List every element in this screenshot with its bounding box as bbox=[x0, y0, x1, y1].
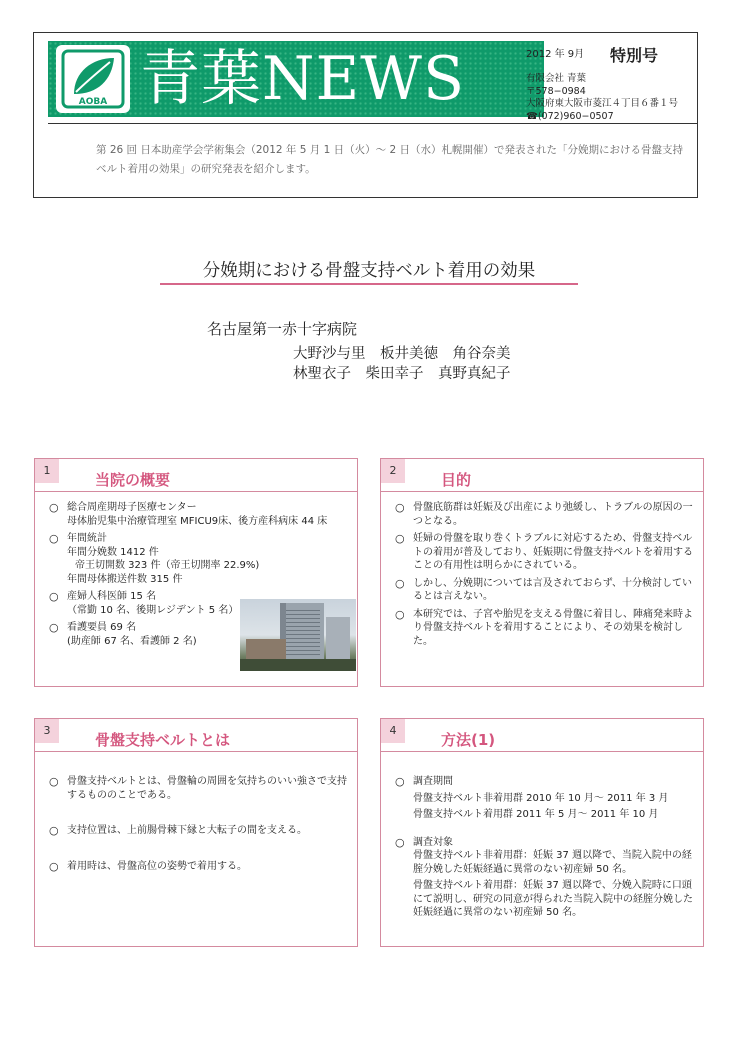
intro-text: 第 26 回 日本助産学会学術集会（2012 年 5 月 1 日（火）〜 2 日（水）札幌開催）で発表された「分娩期における骨盤支持ベルト着用の効果」の研究発表を紹介します。 bbox=[96, 144, 683, 175]
section-belt-definition bbox=[34, 718, 358, 947]
item-line: 看護要員 69 名 bbox=[67, 622, 137, 633]
section-number: 4 bbox=[381, 719, 405, 743]
postal-code: 〒578−0984 bbox=[526, 85, 586, 97]
item-text: 骨盤支持ベルトとは、骨盤輪の周囲を気持ちのいい強さで支持するもののことである。 bbox=[67, 776, 347, 801]
section-divider bbox=[381, 491, 703, 492]
special-issue-label: 特別号 bbox=[610, 46, 659, 65]
item-text: 骨盤底筋群は妊娠及び出産により弛緩し、トラブルの原因の一つとなる。 bbox=[413, 502, 693, 527]
item-line: 骨盤支持ベルト着用群 2011 年 5 月〜 2011 年 10 月 bbox=[413, 809, 659, 820]
item-text: 妊婦の骨盤を取り巻くトラブルに対応するため、骨盤支持ベルトの着用が普及しており、妊娠期に骨盤支持ベルトを着用することの有用性は明らかにされている。 bbox=[413, 533, 693, 571]
list-item bbox=[395, 532, 693, 573]
section-body bbox=[49, 775, 347, 877]
aoba-logo bbox=[56, 45, 130, 113]
list-item bbox=[395, 608, 693, 649]
section-number: 2 bbox=[381, 459, 405, 483]
bullet-circle-icon: ○ bbox=[395, 835, 405, 849]
svg-text:AOBA: AOBA bbox=[78, 97, 108, 107]
company-info bbox=[526, 73, 678, 123]
company-name: 有限会社 青葉 bbox=[526, 73, 587, 84]
bullet-circle-icon: ○ bbox=[49, 824, 59, 837]
item-text: 本研究では、子宮や胎児を支える骨盤に着目し、陣痛発来時より骨盤支持ベルトを着用することにより、その効果を検討した。 bbox=[413, 608, 693, 647]
item-line: 産婦人科医師 15 名 bbox=[67, 591, 157, 602]
list-item bbox=[395, 577, 693, 604]
item-heading: 調査対象 bbox=[413, 836, 453, 848]
building-shape bbox=[326, 617, 350, 659]
item-text: 支持位置は、上前腸骨棘下縁と大転子の間を支える。 bbox=[67, 825, 307, 836]
item-line: 帝王切開数 323 件（帝王切開率 22.9%) bbox=[75, 560, 260, 571]
section-body bbox=[395, 775, 693, 924]
item-line: 年間母体搬送件数 315 件 bbox=[67, 573, 183, 585]
list-item bbox=[49, 532, 347, 586]
item-heading: 調査期間 bbox=[413, 776, 453, 787]
bullet-circle-icon: ○ bbox=[49, 590, 59, 603]
section-title: 方法(1) bbox=[441, 731, 496, 749]
bullet-circle-icon: ○ bbox=[395, 501, 405, 514]
hospital-name: 名古屋第一赤十字病院 bbox=[207, 320, 358, 338]
item-text: 着用時は、骨盤高位の姿勢で着用する。 bbox=[67, 860, 247, 872]
list-item bbox=[395, 775, 693, 822]
list-item bbox=[49, 501, 347, 528]
bullet-circle-icon: ○ bbox=[395, 607, 405, 621]
masthead-title: 青葉NEWS bbox=[140, 44, 466, 114]
item-text: しかし、分娩期については言及されておらず、十分検討しているとは言えない。 bbox=[413, 577, 692, 602]
company-phone: ☎(072)960−0507 bbox=[526, 110, 614, 122]
section-divider bbox=[35, 751, 357, 752]
section-method bbox=[380, 718, 704, 947]
title-underline bbox=[160, 283, 578, 285]
bullet-circle-icon: ○ bbox=[395, 532, 405, 545]
item-line: 年間分娩数 1412 件 bbox=[67, 546, 159, 558]
item-line: 年間統計 bbox=[67, 533, 107, 544]
section-title: 目的 bbox=[441, 471, 472, 489]
header-divider bbox=[48, 123, 697, 124]
hospital-photo bbox=[240, 599, 356, 671]
section-title: 当院の概要 bbox=[95, 471, 171, 489]
authors-line: 大野沙与里 板井美徳 角谷奈美 bbox=[293, 346, 511, 362]
list-item bbox=[49, 824, 347, 838]
bullet-circle-icon: ○ bbox=[49, 532, 59, 545]
item-line: (助産師 67 名、看護師 2 名) bbox=[67, 635, 197, 647]
section-overview bbox=[34, 458, 358, 687]
bullet-circle-icon: ○ bbox=[49, 501, 59, 514]
article-title: 分娩期における骨盤支持ベルト着用の効果 bbox=[202, 261, 536, 281]
masthead-banner bbox=[48, 41, 544, 117]
item-line: 母体胎児集中治療管理室 MFICU9床、後方産科病床 44 床 bbox=[67, 515, 328, 527]
section-divider bbox=[35, 491, 357, 492]
company-address: 大阪府東大阪市菱江４丁目６番１号 bbox=[526, 98, 679, 109]
building-windows bbox=[286, 607, 320, 655]
bullet-circle-icon: ○ bbox=[49, 859, 59, 873]
leaf-icon bbox=[60, 48, 126, 110]
issue-date: 2012 年 9月 bbox=[526, 49, 585, 60]
ground-shape bbox=[240, 659, 356, 671]
list-item bbox=[395, 501, 693, 528]
bullet-circle-icon: ○ bbox=[49, 621, 59, 634]
item-line: 骨盤支持ベルト非着用群：妊娠 37 週以降で、当院入院中の経腟分娩した妊娠経過に異常のない初産婦 50 名。 bbox=[413, 850, 692, 875]
section-purpose bbox=[380, 458, 704, 687]
bullet-circle-icon: ○ bbox=[49, 775, 59, 788]
item-line: 骨盤支持ベルト非着用群 2010 年 10 月〜 2011 年 3 月 bbox=[413, 792, 669, 804]
item-line: 骨盤支持ベルト着用群：妊娠 37 週以降で、分娩入院時に口頭にて説明し、研究の同意が得られた当院入院中の経腟分娩した妊娠経過に異常のない初産婦 50 名。 bbox=[413, 880, 693, 918]
authors-line: 林聖衣子 柴田幸子 真野真紀子 bbox=[293, 366, 511, 382]
item-line: （常勤 10 名、後期レジデント 5 名） bbox=[67, 604, 239, 616]
newsletter-header bbox=[33, 32, 698, 198]
section-number: 3 bbox=[35, 719, 59, 743]
section-number: 1 bbox=[35, 459, 59, 483]
building-shape bbox=[246, 639, 286, 661]
author-list bbox=[293, 344, 511, 384]
bullet-circle-icon: ○ bbox=[395, 775, 405, 788]
bullet-circle-icon: ○ bbox=[395, 576, 405, 590]
list-item bbox=[395, 836, 693, 920]
list-item bbox=[49, 775, 347, 802]
item-line: 総合周産期母子医療センター bbox=[67, 502, 197, 513]
section-body bbox=[395, 501, 693, 652]
section-title: 骨盤支持ベルトとは bbox=[95, 731, 231, 749]
section-divider bbox=[381, 751, 703, 752]
list-item bbox=[49, 860, 347, 874]
